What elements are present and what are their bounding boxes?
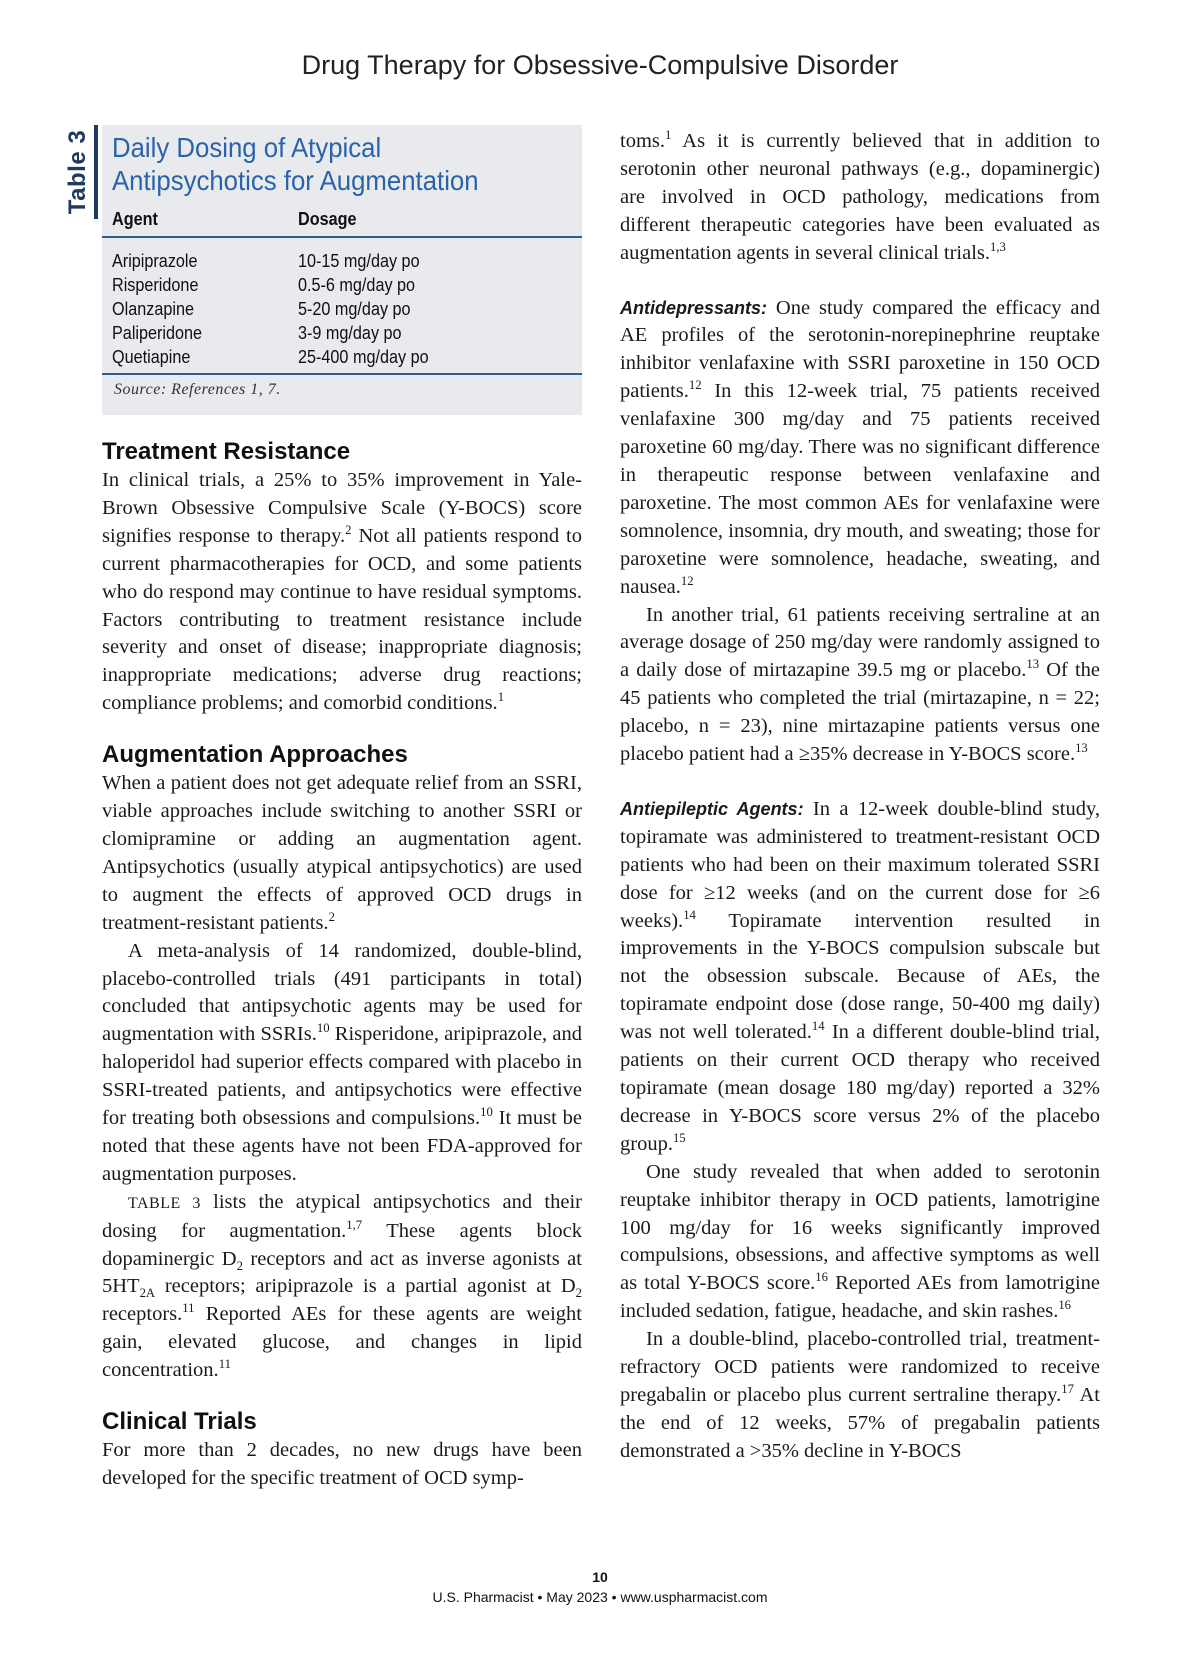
table-header-agent: Agent	[112, 209, 158, 229]
paragraph-augmentation-2: A meta-analysis of 14 randomized, double-blind, placebo-controlled trials (491 participants in total) concluded that antipsychotic agents may be used for augmentation with SSRIs.$^{10}$ Risperidone, aripiprazole, and haloperidol had superior effects compared with placebo in SSRI-treated patients, and antipsychotics were effective for treating both obsessions and compulsions.$^{10}$ It must be noted that these agents have not been FDA-approved for augmentation purposes.	[102, 939, 582, 1185]
table-tab-bar	[94, 125, 98, 219]
table-cell-agent: Quetiapine	[112, 347, 191, 367]
page-number: 10	[592, 1569, 608, 1585]
table-tab	[58, 125, 98, 219]
paragraph-lamotrigine: One study revealed that when added to serotonin reuptake inhibitor therapy in OCD patients, lamotrigine 100 mg/day for 16 weeks significantly improved compulsions, obsessions, and affective symptoms as well as total Y-BOCS score.$^{16}$ Reported AEs from lamotrigine included sedation, fatigue, headache, and skin rashes.$^{16}$	[620, 1160, 1100, 1323]
table-cell-dosage: 10-15 mg/day po	[298, 251, 420, 271]
table-cell-dosage: 3-9 mg/day po	[298, 323, 402, 343]
table-cell-agent: Olanzapine	[112, 299, 194, 319]
table-reference-link: TABLE 3	[128, 1194, 201, 1212]
table-cell-dosage: 25-400 mg/day po	[298, 347, 429, 367]
paragraph-treatment: In clinical trials, a 25% to 35% improvement in Yale-Brown Obsessive Compulsive Scale (Y-BOCS) score signifies response to therapy.$^2$ Not all patients respond to current pharmacotherapies for OCD, and some patients who do respond may continue to have residual symptoms. Factors contributing to treatment resistance include severity and onset of disease; inappropriate diagnosis; inappropriate medications; adverse drug reactions; compliance problems; and comorbid conditions.$^1$	[102, 469, 582, 715]
runin-antidepressants: Antidepressants:	[620, 297, 768, 318]
heading-clinical-trials: Clinical Trials	[102, 1408, 257, 1436]
table-cell-agent: Aripiprazole	[112, 251, 198, 271]
table-cell-dosage: 0.5-6 mg/day po	[298, 275, 416, 295]
paragraph-antidepressants: Antidepressants: One study compared the efficacy and AE profiles of the serotonin-norepinephrine reuptake inhibitor venlafaxine with SSRI paroxetine in 150 OCD patients.$^{12}$ In this 12-week trial, 75 patients received venlafaxine 300 mg/day and 75 patients received paroxetine 60 mg/day. There was no significant difference in therapeutic response between venlafaxine and paroxetine. The most common AEs for venlafaxine were somnolence, insomnia, dry mouth, and sweating; those for paroxetine were somnolence, headache, sweating, and nausea.$^{12}$	[620, 296, 1100, 598]
table-3	[102, 125, 582, 415]
table-source: Source: References 1, 7.	[114, 381, 281, 398]
table-header-dosage: Dosage	[298, 209, 357, 229]
paragraph-mirtazapine: In another trial, 61 patients receiving sertraline at an average dosage of 250 mg/day were randomly assigned to a daily dose of mirtazapine 39.5 mg or placebo.$^{13}$ Of the 45 patients who completed the trial (mirtazapine, n = 22; placebo, n = 23), nine mirtazapine patients versus one placebo patient had a ≥35% decrease in Y-BOCS score.$^{13}$	[620, 603, 1100, 766]
heading-augmentation-approaches: Augmentation Approaches	[102, 741, 408, 769]
table-cell-agent: Risperidone	[112, 275, 199, 295]
table-cell-agent: Paliperidone	[112, 323, 203, 343]
table-tab-label: Table 3	[64, 129, 91, 215]
paragraph-augmentation-3: TABLE 3 lists the atypical antipsychotics and their dosing for augmentation.$^{1,7}$ These agents block dopaminergic $D_2$ receptors and act as inverse agonists at $5HT_{2A}$ receptors; aripiprazole is a partial agonist at $D_2$ receptors.$^{11}$ Reported AEs for these agents are weight gain, elevated glucose, and changes in lipid concentration.$^{11}$	[102, 1190, 582, 1382]
paragraph-augmentation-1: When a patient does not get adequate relief from an SSRI, viable approaches include switching to another SSRI or clomipramine or adding an augmentation agent. Antipsychotics (usually atypical antipsychotics) are used to augment the effects of approved OCD drugs in treatment-resistant patients.$^2$	[102, 772, 582, 934]
runin-antiepileptic: Antiepileptic Agents:	[620, 798, 804, 819]
publication-footer: U.S. Pharmacist • May 2023 • www.uspharmacist.com	[432, 1589, 768, 1605]
table-header-rule	[102, 236, 582, 238]
table-bottom-rule	[102, 373, 582, 375]
paragraph-pregabalin: In a double-blind, placebo-controlled trial, treatment-refractory OCD patients were randomized to receive pregabalin or placebo plus current sertraline therapy.$^{17}$ At the end of 12 weeks, 57% of pregabalin patients demonstrated a >35% decline in Y-BOCS	[620, 1328, 1100, 1462]
paragraph-clinical: For more than 2 decades, no new drugs have been developed for the specific treatment of OCD symp-	[102, 1439, 582, 1489]
left-column	[102, 437, 582, 1493]
paragraph-continuation: toms.$^1$ As it is currently believed that in addition to serotonin other neuronal pathways (e.g., dopaminergic) are involved in OCD pathology, medications from different therapeutic categories have been evaluated as augmentation agents in several clinical trials.$^{1,3}$	[620, 128, 1100, 264]
right-column	[620, 128, 1100, 1466]
table-title: Daily Dosing of Atypical Antipsychotics for Augmentation	[112, 132, 479, 196]
paragraph-antiepileptic: Antiepileptic Agents: In a 12-week double-blind study, topiramate was administered to treatment-resistant OCD patients who had been on their maximum tolerated SSRI dose for ≥12 weeks (and on the current dose for ≥6 weeks).$^{14}$ Topiramate intervention resulted in improvements in the Y-BOCS compulsion subscale but not the obsession subscale. Because of AEs, the topiramate endpoint dose (dose range, 50-400 mg daily) was not well tolerated.$^{14}$ In a different double-blind trial, patients on their current OCD therapy who received topiramate (mean dosage 180 mg/day) reported a 32% decrease in Y-BOCS score versus 2% of the placebo group.$^{15}$	[620, 797, 1101, 1155]
heading-treatment-resistance: Treatment Resistance	[102, 438, 351, 465]
table-cell-dosage: 5-20 mg/day po	[298, 299, 411, 319]
running-head: Drug Therapy for Obsessive-Compulsive Disorder	[301, 50, 899, 80]
